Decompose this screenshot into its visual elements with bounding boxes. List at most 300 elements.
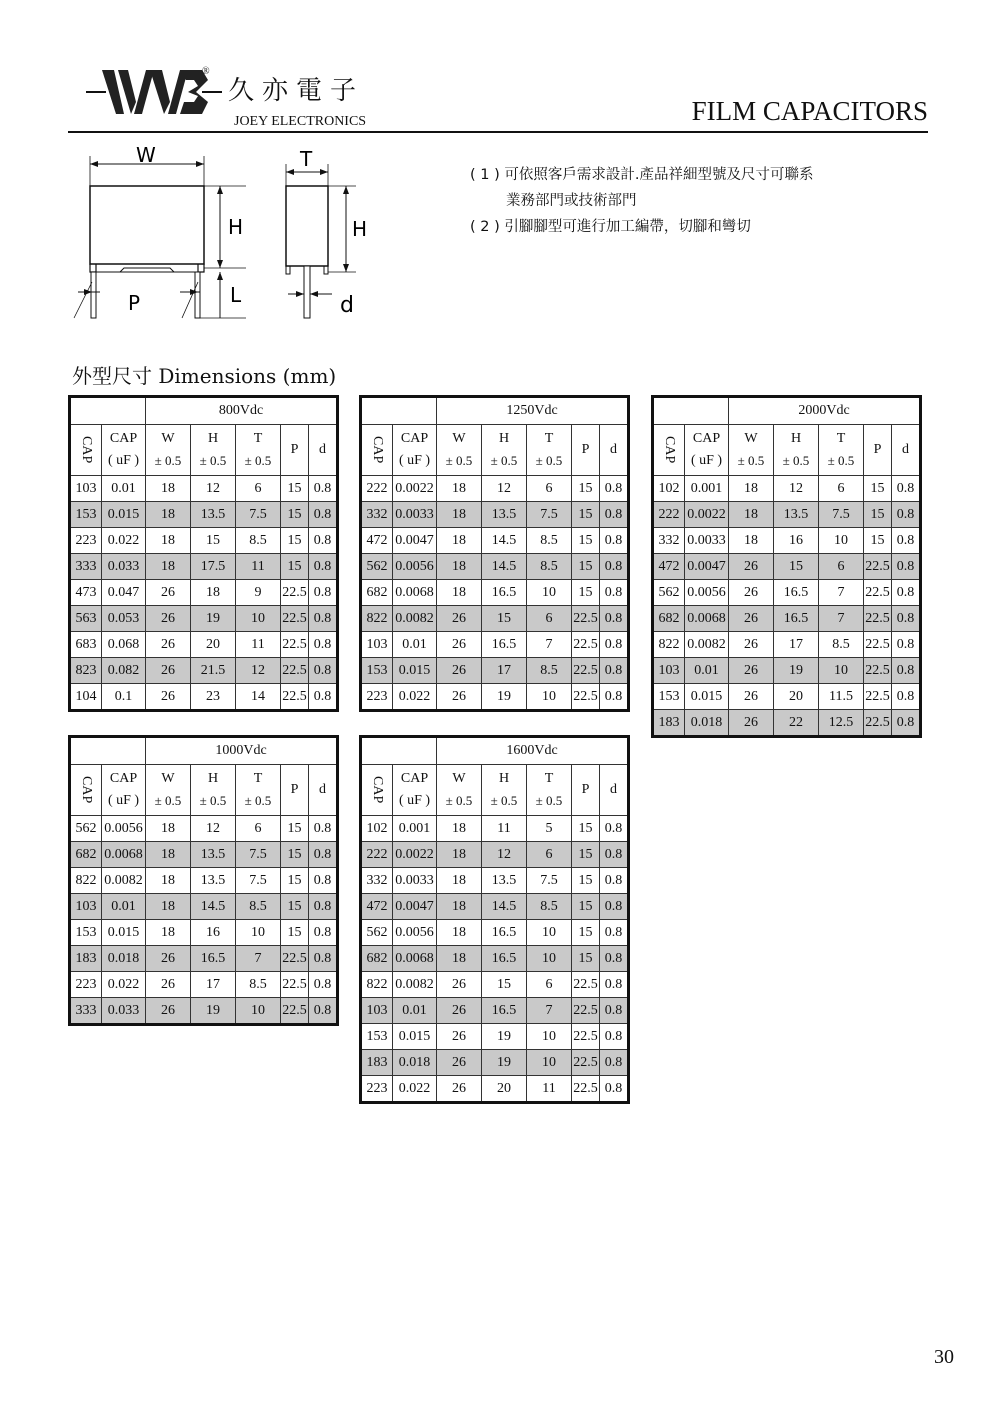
col-p-header: P [572, 765, 600, 816]
col-w-header [729, 425, 774, 476]
cell-code: 102 [361, 816, 393, 842]
page-number: 30 [934, 1346, 954, 1368]
cell-w: 18 [437, 528, 482, 554]
brand-name-chinese: 久亦電子 [228, 76, 365, 106]
cell-t: 8.5 [236, 894, 281, 920]
col-cap-header [102, 765, 146, 816]
cell-p: 22.5 [864, 606, 892, 632]
col-p-header: P [281, 425, 309, 476]
col-cap-unit: ( uF ) [107, 453, 140, 468]
cell-d: 0.8 [309, 972, 338, 998]
cell-t: 10 [819, 658, 864, 684]
cell-d: 0.8 [600, 684, 629, 711]
cell-t: 5 [527, 816, 572, 842]
cell-d: 0.8 [309, 476, 338, 502]
note-2: ( 2 ) 引腳腳型可進行加工編帶，切腳和彎切 [470, 219, 751, 235]
cell-d: 0.8 [309, 606, 338, 632]
cell-h: 21.5 [191, 658, 236, 684]
cell-code: 683 [70, 632, 102, 658]
cell-t: 6 [527, 476, 572, 502]
cell-d: 0.8 [600, 998, 629, 1024]
col-t-tolerance: ± 0.5 [827, 453, 855, 468]
cell-p: 22.5 [281, 998, 309, 1025]
cell-code: 822 [361, 972, 393, 998]
cell-h: 16.5 [482, 920, 527, 946]
cell-p: 22.5 [864, 658, 892, 684]
cell-t: 8.5 [527, 554, 572, 580]
col-h-label: H [498, 431, 510, 446]
cell-code: 153 [361, 658, 393, 684]
col-w-label: W [161, 771, 175, 786]
col-cap-label: CAP [400, 771, 429, 786]
cell-w: 26 [146, 946, 191, 972]
header-spacer [361, 737, 437, 765]
cell-code: 473 [70, 580, 102, 606]
cell-h: 20 [482, 1076, 527, 1103]
header-spacer [70, 737, 146, 765]
col-w-header [437, 425, 482, 476]
col-cap-label: CAP [109, 431, 138, 446]
col-cap-label: CAP [400, 431, 429, 446]
cell-cap: 0.015 [685, 684, 729, 710]
cell-t: 7.5 [236, 842, 281, 868]
cell-t: 9 [236, 580, 281, 606]
cell-code: 183 [70, 946, 102, 972]
cell-p: 15 [572, 580, 600, 606]
col-h-tolerance: ± 0.5 [199, 453, 227, 468]
cell-code: 153 [70, 920, 102, 946]
col-t-tolerance: ± 0.5 [244, 793, 272, 808]
col-code-header: CAP [70, 765, 102, 816]
table-1600vdc [359, 735, 630, 1104]
col-h-header [482, 425, 527, 476]
cell-code: 223 [361, 684, 393, 711]
cell-code: 102 [653, 476, 685, 502]
cell-d: 0.8 [600, 502, 629, 528]
col-d-header: d [600, 425, 629, 476]
cell-d: 0.8 [309, 998, 338, 1025]
col-w-label: W [161, 431, 175, 446]
col-cap-header [102, 425, 146, 476]
cell-d: 0.8 [892, 632, 921, 658]
cell-t: 7 [236, 946, 281, 972]
col-code-header: CAP [361, 425, 393, 476]
cell-w: 18 [729, 502, 774, 528]
col-cap-label: CAP [692, 431, 721, 446]
cell-d: 0.8 [309, 946, 338, 972]
cell-t: 12.5 [819, 710, 864, 737]
col-code-header: CAP [653, 425, 685, 476]
col-d-header: d [309, 425, 338, 476]
cell-p: 15 [864, 502, 892, 528]
cell-cap: 0.0033 [393, 868, 437, 894]
label-L: L [230, 283, 242, 307]
cell-h: 16 [774, 528, 819, 554]
cell-d: 0.8 [892, 710, 921, 737]
cell-cap: 0.068 [102, 632, 146, 658]
cell-cap: 0.0047 [393, 528, 437, 554]
cell-p: 15 [572, 842, 600, 868]
cell-d: 0.8 [600, 842, 629, 868]
cell-t: 6 [527, 972, 572, 998]
label-P: P [128, 291, 141, 315]
cell-d: 0.8 [892, 502, 921, 528]
cell-h: 16.5 [774, 580, 819, 606]
cell-w: 18 [146, 528, 191, 554]
cell-p: 15 [572, 816, 600, 842]
cell-code: 103 [653, 658, 685, 684]
cell-d: 0.8 [309, 842, 338, 868]
cell-p: 22.5 [572, 684, 600, 711]
cell-d: 0.8 [309, 528, 338, 554]
cell-h: 15 [482, 972, 527, 998]
cell-p: 22.5 [864, 554, 892, 580]
col-w-tolerance: ± 0.5 [737, 453, 765, 468]
cell-cap: 0.0056 [685, 580, 729, 606]
cell-t: 7.5 [236, 868, 281, 894]
cell-t: 10 [527, 920, 572, 946]
cell-code: 223 [70, 972, 102, 998]
cell-code: 562 [653, 580, 685, 606]
col-w-tolerance: ± 0.5 [445, 453, 473, 468]
cell-code: 472 [361, 528, 393, 554]
cell-cap: 0.0033 [393, 502, 437, 528]
col-w-tolerance: ± 0.5 [445, 793, 473, 808]
col-w-header [437, 765, 482, 816]
cell-w: 18 [437, 894, 482, 920]
col-w-tolerance: ± 0.5 [154, 793, 182, 808]
col-code-header: CAP [361, 765, 393, 816]
table-row [361, 842, 629, 868]
cell-w: 26 [437, 632, 482, 658]
cell-cap: 0.0056 [393, 920, 437, 946]
table-row [361, 684, 629, 711]
registered-mark: ® [202, 66, 210, 77]
cell-h: 17 [191, 972, 236, 998]
table-row [70, 894, 338, 920]
notes-block [470, 162, 813, 240]
cell-d: 0.8 [309, 920, 338, 946]
col-h-label: H [207, 771, 219, 786]
cell-p: 22.5 [281, 580, 309, 606]
col-h-tolerance: ± 0.5 [490, 453, 518, 468]
table-row [653, 528, 921, 554]
cell-w: 26 [146, 632, 191, 658]
col-code-header: CAP [70, 425, 102, 476]
cell-w: 26 [146, 580, 191, 606]
cell-d: 0.8 [892, 580, 921, 606]
cell-d: 0.8 [600, 554, 629, 580]
cell-d: 0.8 [309, 894, 338, 920]
cell-d: 0.8 [600, 528, 629, 554]
cell-w: 18 [146, 502, 191, 528]
cell-p: 15 [864, 476, 892, 502]
company-logo [84, 62, 224, 133]
cell-w: 18 [146, 842, 191, 868]
cell-cap: 0.0068 [685, 606, 729, 632]
table-row [653, 502, 921, 528]
cell-p: 22.5 [572, 972, 600, 998]
cell-p: 15 [281, 868, 309, 894]
cell-t: 8.5 [527, 894, 572, 920]
cell-t: 10 [819, 528, 864, 554]
table-row [361, 1076, 629, 1103]
cell-t: 10 [527, 684, 572, 711]
col-t-tolerance: ± 0.5 [535, 793, 563, 808]
col-t-header [527, 425, 572, 476]
table-row [70, 554, 338, 580]
table-800vdc [68, 395, 339, 712]
cell-cap: 0.1 [102, 684, 146, 711]
cell-p: 15 [864, 528, 892, 554]
cell-code: 153 [70, 502, 102, 528]
cell-t: 7.5 [527, 502, 572, 528]
cell-d: 0.8 [892, 476, 921, 502]
cell-code: 103 [361, 998, 393, 1024]
cell-code: 822 [70, 868, 102, 894]
cell-cap: 0.018 [685, 710, 729, 737]
table-row [361, 868, 629, 894]
cell-code: 223 [70, 528, 102, 554]
cell-p: 22.5 [572, 606, 600, 632]
cell-h: 23 [191, 684, 236, 711]
col-cap-unit: ( uF ) [107, 793, 140, 808]
cell-cap: 0.0022 [393, 476, 437, 502]
col-w-header [146, 425, 191, 476]
col-cap-unit: ( uF ) [398, 453, 431, 468]
cell-w: 18 [146, 868, 191, 894]
col-t-header [236, 765, 281, 816]
cell-w: 26 [729, 632, 774, 658]
col-h-label: H [207, 431, 219, 446]
col-t-header [819, 425, 864, 476]
table-row [361, 920, 629, 946]
table-row [70, 816, 338, 842]
cell-code: 682 [653, 606, 685, 632]
voltage-header: 2000Vdc [729, 397, 921, 425]
cell-p: 22.5 [864, 580, 892, 606]
cell-p: 22.5 [572, 632, 600, 658]
voltage-header: 1000Vdc [146, 737, 338, 765]
cell-w: 26 [146, 972, 191, 998]
cell-w: 18 [437, 946, 482, 972]
cell-cap: 0.015 [393, 1024, 437, 1050]
cell-d: 0.8 [892, 606, 921, 632]
cell-d: 0.8 [600, 1024, 629, 1050]
cell-code: 682 [70, 842, 102, 868]
cell-t: 10 [527, 580, 572, 606]
table-row [70, 920, 338, 946]
cell-h: 17 [774, 632, 819, 658]
cell-code: 103 [361, 632, 393, 658]
col-h-header [482, 765, 527, 816]
cell-w: 26 [437, 998, 482, 1024]
cell-t: 10 [236, 998, 281, 1025]
cell-code: 222 [361, 842, 393, 868]
cell-w: 18 [146, 476, 191, 502]
cell-cap: 0.0022 [685, 502, 729, 528]
cell-t: 11.5 [819, 684, 864, 710]
cell-h: 14.5 [191, 894, 236, 920]
table-row [361, 998, 629, 1024]
cell-p: 22.5 [572, 658, 600, 684]
cell-cap: 0.033 [102, 554, 146, 580]
cell-p: 15 [281, 554, 309, 580]
cell-t: 7.5 [236, 502, 281, 528]
cell-p: 15 [281, 528, 309, 554]
table-row [361, 476, 629, 502]
cell-code: 332 [361, 502, 393, 528]
cell-p: 22.5 [572, 1024, 600, 1050]
col-w-label: W [452, 431, 466, 446]
cell-t: 6 [236, 476, 281, 502]
cell-h: 16.5 [482, 580, 527, 606]
cell-cap: 0.0047 [685, 554, 729, 580]
cell-h: 15 [482, 606, 527, 632]
table-row [361, 1024, 629, 1050]
cell-d: 0.8 [892, 528, 921, 554]
cell-h: 13.5 [774, 502, 819, 528]
cell-h: 16.5 [482, 632, 527, 658]
cell-d: 0.8 [892, 554, 921, 580]
cell-t: 10 [527, 1050, 572, 1076]
cell-t: 8.5 [236, 528, 281, 554]
cell-h: 19 [482, 1024, 527, 1050]
table-row [70, 998, 338, 1025]
cell-h: 16.5 [482, 998, 527, 1024]
cell-h: 14.5 [482, 554, 527, 580]
col-t-header [527, 765, 572, 816]
cell-code: 682 [361, 580, 393, 606]
cell-t: 11 [527, 1076, 572, 1103]
cell-w: 18 [437, 920, 482, 946]
col-h-header [774, 425, 819, 476]
cell-d: 0.8 [600, 920, 629, 946]
cell-h: 16.5 [774, 606, 819, 632]
cell-t: 10 [527, 1024, 572, 1050]
cell-code: 562 [70, 816, 102, 842]
table-row [653, 658, 921, 684]
header-divider [68, 131, 928, 133]
cell-p: 22.5 [864, 632, 892, 658]
col-h-tolerance: ± 0.5 [782, 453, 810, 468]
cell-code: 682 [361, 946, 393, 972]
cell-p: 15 [572, 554, 600, 580]
cell-cap: 0.015 [393, 658, 437, 684]
col-w-label: W [744, 431, 758, 446]
cell-h: 19 [191, 606, 236, 632]
table-row [70, 502, 338, 528]
voltage-header: 800Vdc [146, 397, 338, 425]
side-view-body [286, 186, 328, 266]
col-h-header [191, 425, 236, 476]
cell-w: 26 [437, 1076, 482, 1103]
col-w-label: W [452, 771, 466, 786]
label-d: d [340, 293, 354, 318]
cell-p: 22.5 [281, 972, 309, 998]
cell-t: 10 [236, 606, 281, 632]
cell-cap: 0.01 [685, 658, 729, 684]
cell-cap: 0.015 [102, 920, 146, 946]
header-spacer [70, 397, 146, 425]
cell-d: 0.8 [309, 632, 338, 658]
cell-h: 17.5 [191, 554, 236, 580]
cell-cap: 0.0022 [393, 842, 437, 868]
cell-h: 12 [482, 476, 527, 502]
cell-code: 222 [653, 502, 685, 528]
cell-cap: 0.0082 [685, 632, 729, 658]
cell-cap: 0.047 [102, 580, 146, 606]
cell-w: 26 [437, 1024, 482, 1050]
table-row [653, 710, 921, 737]
cell-t: 8.5 [527, 658, 572, 684]
cell-d: 0.8 [600, 476, 629, 502]
table-row [70, 632, 338, 658]
cell-w: 18 [437, 502, 482, 528]
cell-w: 18 [437, 476, 482, 502]
table-row [70, 842, 338, 868]
cell-w: 26 [729, 710, 774, 737]
table-row [653, 684, 921, 710]
table-row [361, 580, 629, 606]
voltage-header: 1600Vdc [437, 737, 629, 765]
cell-h: 13.5 [191, 868, 236, 894]
cell-p: 15 [572, 868, 600, 894]
cell-d: 0.8 [600, 816, 629, 842]
table-row [361, 972, 629, 998]
cell-code: 183 [653, 710, 685, 737]
col-cap-header [393, 425, 437, 476]
cell-w: 18 [437, 816, 482, 842]
cell-cap: 0.0068 [393, 580, 437, 606]
cell-p: 15 [572, 502, 600, 528]
cell-cap: 0.0056 [393, 554, 437, 580]
col-h-label: H [790, 431, 802, 446]
col-w-tolerance: ± 0.5 [154, 453, 182, 468]
col-p-header: P [572, 425, 600, 476]
cell-w: 26 [437, 684, 482, 711]
cell-cap: 0.001 [685, 476, 729, 502]
cell-h: 19 [482, 684, 527, 711]
cell-cap: 0.018 [102, 946, 146, 972]
col-h-label: H [498, 771, 510, 786]
cell-t: 7.5 [819, 502, 864, 528]
col-h-tolerance: ± 0.5 [490, 793, 518, 808]
cell-w: 18 [146, 920, 191, 946]
table-row [653, 580, 921, 606]
cell-t: 10 [527, 946, 572, 972]
cell-t: 8.5 [236, 972, 281, 998]
cell-h: 13.5 [191, 502, 236, 528]
cell-d: 0.8 [309, 658, 338, 684]
cell-h: 12 [191, 816, 236, 842]
cell-w: 26 [729, 580, 774, 606]
col-t-label: T [836, 431, 846, 446]
col-cap-header [685, 425, 729, 476]
table-row [361, 816, 629, 842]
cell-w: 18 [437, 868, 482, 894]
cell-code: 472 [361, 894, 393, 920]
cell-w: 26 [146, 606, 191, 632]
cell-w: 26 [729, 658, 774, 684]
cell-cap: 0.022 [102, 528, 146, 554]
cell-t: 11 [236, 554, 281, 580]
cell-h: 16 [191, 920, 236, 946]
cell-cap: 0.0082 [102, 868, 146, 894]
note-1-continued: 業務部門或技術部門 [506, 193, 637, 209]
cell-p: 22.5 [572, 1050, 600, 1076]
cell-h: 14.5 [482, 528, 527, 554]
